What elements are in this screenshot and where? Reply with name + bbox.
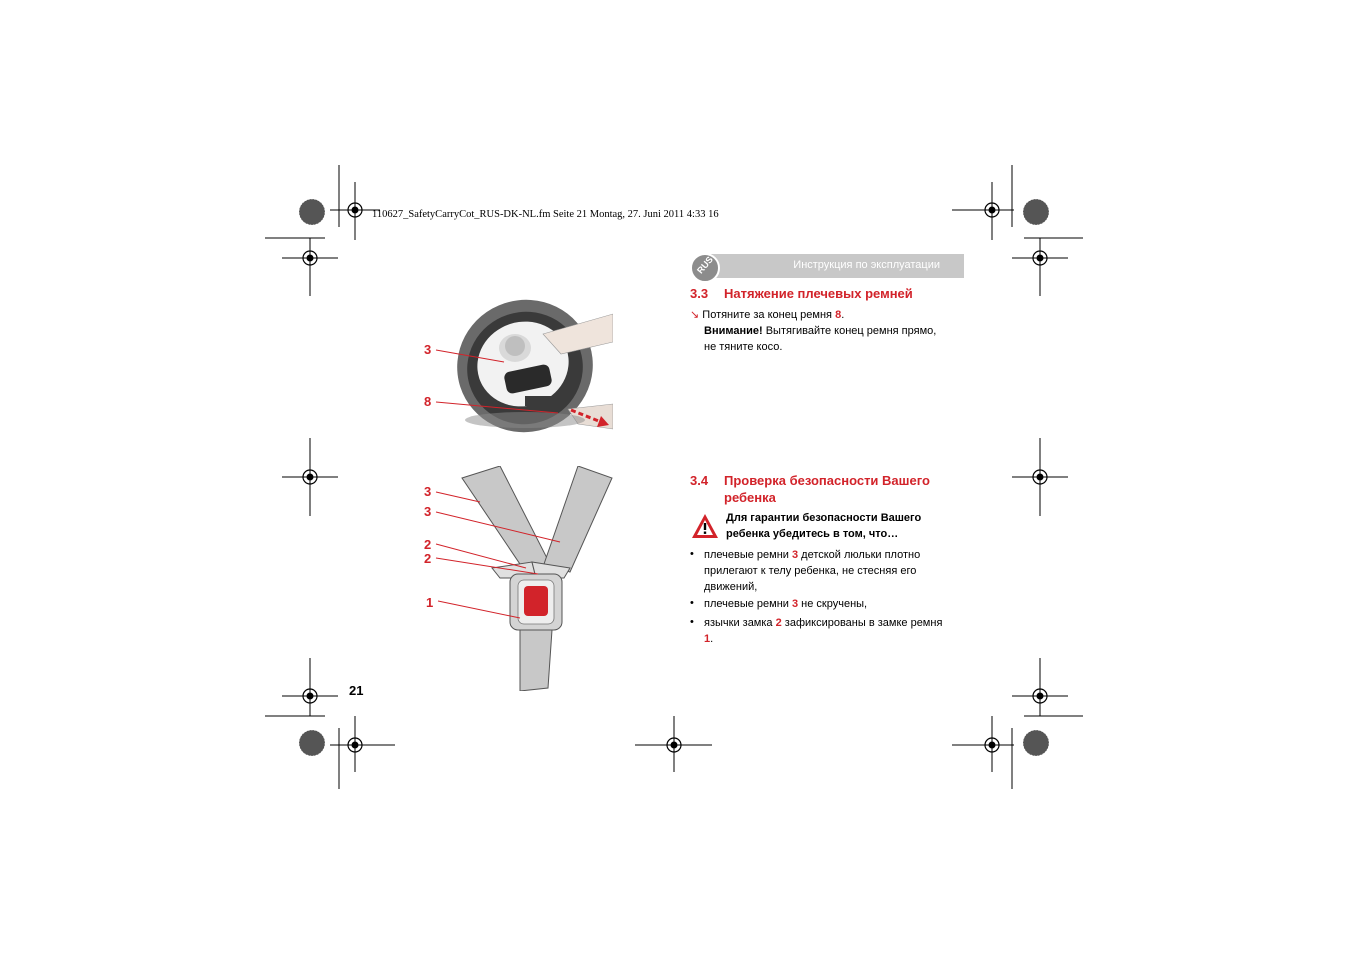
callout-leaders-top bbox=[430, 340, 580, 420]
bullet-marker: • bbox=[690, 597, 694, 609]
safety-note bbox=[726, 510, 966, 542]
callout-label: 3 bbox=[424, 504, 432, 519]
list-item bbox=[704, 596, 969, 612]
callout-label: 8 bbox=[424, 394, 432, 409]
header-band-title: Инструкция по эксплуатации bbox=[793, 259, 940, 271]
warning-triangle-icon bbox=[690, 512, 720, 540]
warning-note bbox=[704, 323, 969, 355]
list-item-text: . bbox=[710, 633, 714, 645]
callout-label: 3 bbox=[424, 342, 432, 357]
list-item-text: плечевые ремни bbox=[704, 549, 792, 561]
list-item-text: движений, bbox=[704, 581, 758, 593]
safety-note-line2: ребенка убедитесь в том, что… bbox=[726, 528, 899, 540]
step-instruction bbox=[690, 307, 844, 323]
callout-label: 2 bbox=[424, 551, 432, 566]
section-3-4-number: 3.4 bbox=[690, 473, 709, 488]
section-3-4-title-line1: Проверка безопасности Вашего bbox=[724, 473, 930, 488]
warning-text-2: не тяните косо. bbox=[704, 341, 783, 353]
list-item bbox=[704, 547, 969, 595]
callout-leaders-bottom bbox=[430, 480, 570, 630]
list-item-text: язычки замка bbox=[704, 617, 776, 629]
section-3-4-title-line2: ребенка bbox=[724, 490, 776, 505]
ref-number: 2 bbox=[775, 617, 782, 629]
list-item bbox=[704, 615, 969, 647]
ref-number: 3 bbox=[791, 598, 799, 610]
list-item-text: детской люльки плотно bbox=[798, 549, 921, 561]
page-number: 21 bbox=[349, 683, 364, 698]
safety-note-line1: Для гарантии безопасности Вашего bbox=[726, 512, 922, 524]
section-3-3-number: 3.3 bbox=[690, 286, 709, 301]
list-item-text: зафиксированы в замке ремня bbox=[781, 617, 943, 629]
warning-label: Внимание! bbox=[704, 325, 763, 337]
callout-label: 2 bbox=[424, 537, 432, 552]
callout-label: 1 bbox=[426, 595, 434, 610]
bullet-marker: • bbox=[690, 616, 694, 628]
warning-text-1: Вытягивайте конец ремня прямо, bbox=[762, 325, 937, 337]
callout-label: 3 bbox=[424, 484, 432, 499]
language-badge-label: RUS bbox=[695, 254, 715, 276]
arrow-step-icon: ↘ bbox=[690, 309, 700, 321]
section-3-3-title: Натяжение плечевых ремней bbox=[724, 286, 913, 301]
list-item-text: плечевые ремни bbox=[704, 598, 792, 610]
list-item-text: не скручены, bbox=[798, 598, 868, 610]
ref-number: 1 bbox=[704, 633, 711, 645]
step-text: Потяните за конец ремня bbox=[702, 309, 836, 321]
ref-number: 3 bbox=[791, 549, 799, 561]
bullet-marker: • bbox=[690, 548, 694, 560]
ref-number: 8 bbox=[835, 309, 842, 321]
step-suffix: . bbox=[841, 309, 845, 321]
file-header: 110627_SafetyCarryCot_RUS-DK-NL.fm Seite 21 Montag, 27. Juni 2011 4:33 16 bbox=[372, 209, 719, 220]
list-item-text: прилегают к телу ребенка, не стесняя его bbox=[704, 565, 917, 577]
